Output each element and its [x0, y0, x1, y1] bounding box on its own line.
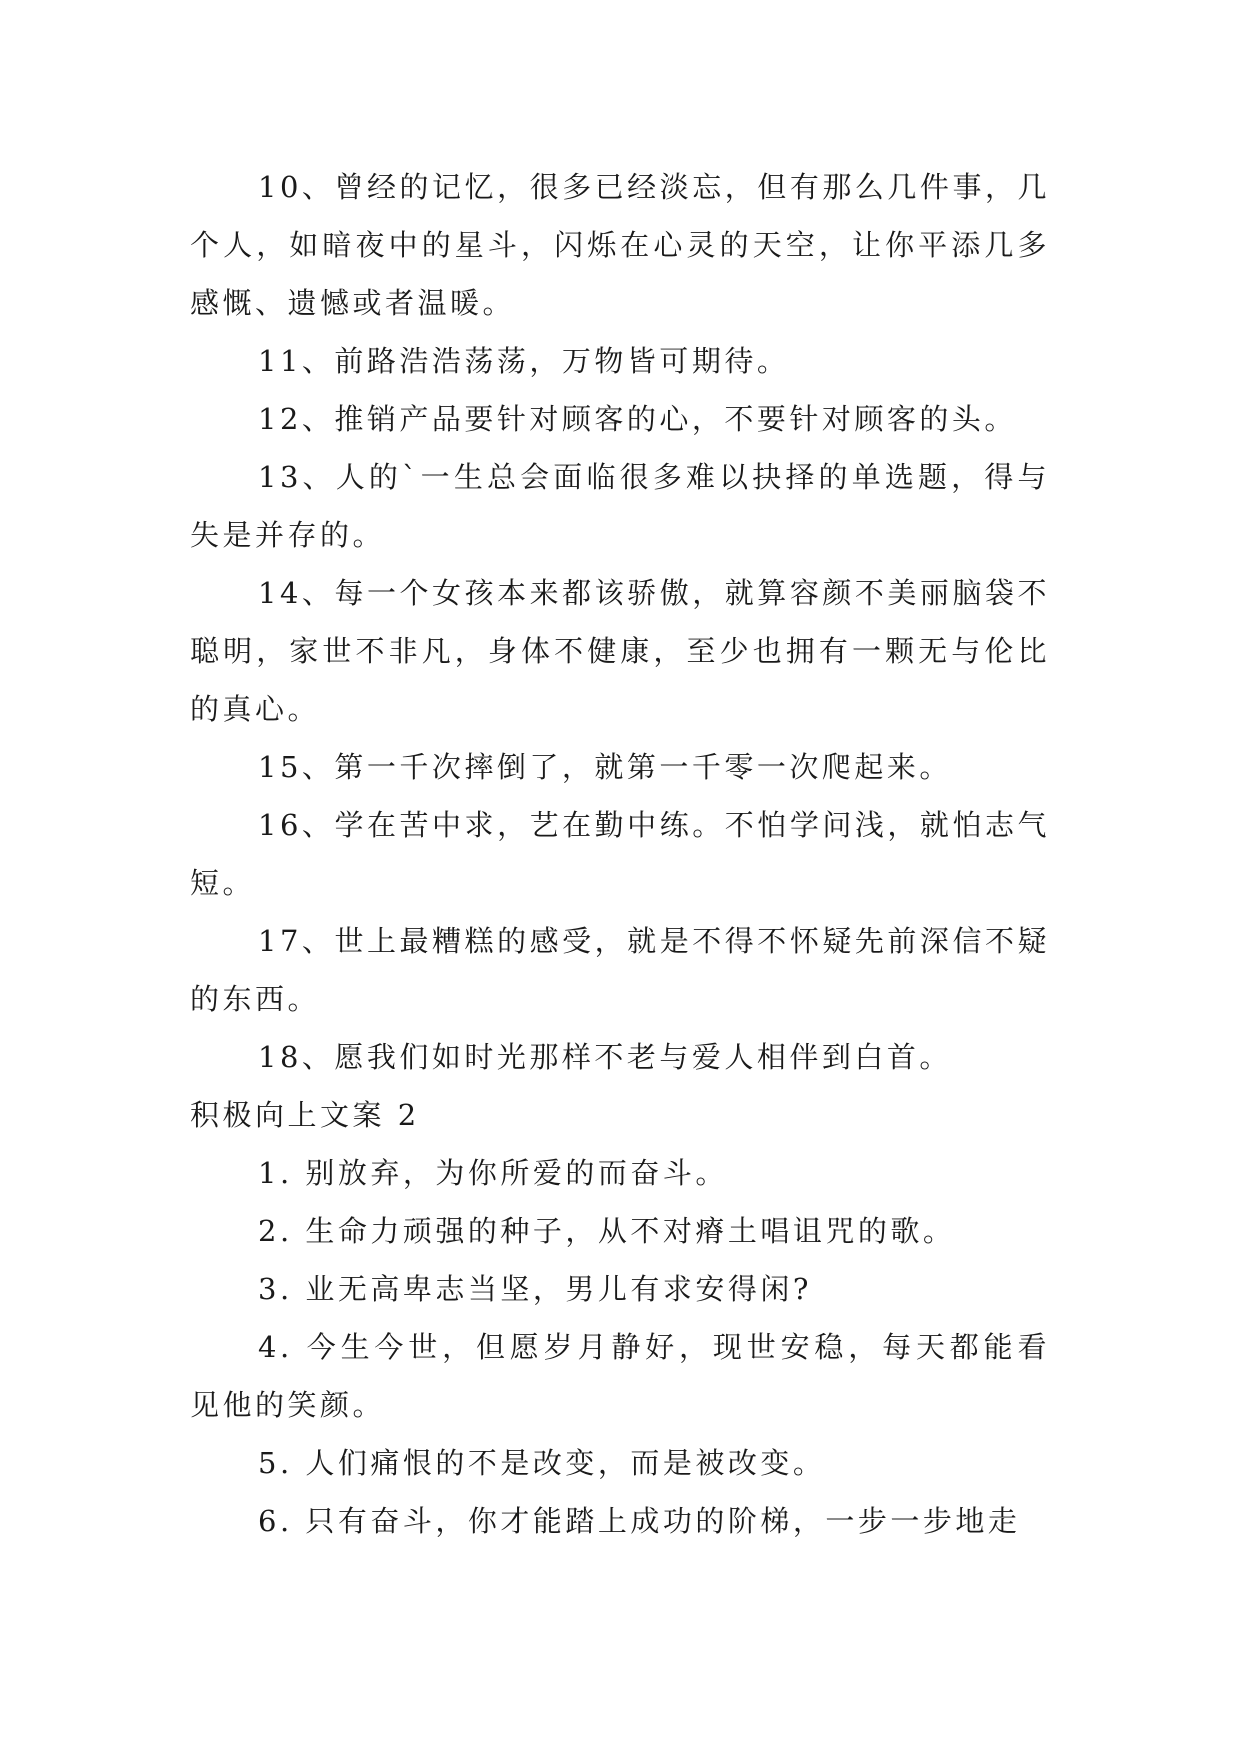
list-item: 17、世上最糟糕的感受，就是不得不怀疑先前深信不疑的东西。 [190, 924, 1050, 1016]
list-item: 16、学在苦中求，艺在勤中练。不怕学问浅，就怕志气短。 [190, 808, 1050, 900]
list-item: 5. 人们痛恨的不是改变，而是被改变。 [258, 1446, 826, 1480]
list-item: 1. 别放弃，为你所爱的而奋斗。 [258, 1156, 728, 1190]
section-heading: 积极向上文案 2 [190, 1098, 420, 1132]
list-item: 2. 生命力顽强的种子，从不对瘠土唱诅咒的歌。 [258, 1214, 956, 1248]
list-item: 18、愿我们如时光那样不老与爱人相伴到白首。 [258, 1040, 952, 1074]
list-item: 13、人的`一生总会面临很多难以抉择的单选题，得与失是并存的。 [190, 460, 1050, 552]
list-item: 6. 只有奋斗，你才能踏上成功的阶梯，一步一步地走 [258, 1504, 1021, 1538]
document-page [190, 158, 1050, 1550]
list-item: 11、前路浩浩荡荡，万物皆可期待。 [258, 344, 790, 378]
list-item: 15、第一千次摔倒了，就第一千零一次爬起来。 [258, 750, 952, 784]
list-item: 4. 今生今世，但愿岁月静好，现世安稳，每天都能看见他的笑颜。 [190, 1330, 1050, 1422]
list-item: 10、曾经的记忆，很多已经淡忘，但有那么几件事，几个人，如暗夜中的星斗，闪烁在心灵的天空，让你平添几多感慨、遗憾或者温暖。 [190, 170, 1050, 320]
list-item: 12、推销产品要针对顾客的心，不要针对顾客的头。 [258, 402, 1017, 436]
list-item: 14、每一个女孩本来都该骄傲，就算容颜不美丽脑袋不聪明，家世不非凡，身体不健康，至少也拥有一颗无与伦比的真心。 [190, 576, 1050, 726]
list-item: 3. 业无高卑志当坚，男儿有求安得闲? [258, 1272, 812, 1306]
